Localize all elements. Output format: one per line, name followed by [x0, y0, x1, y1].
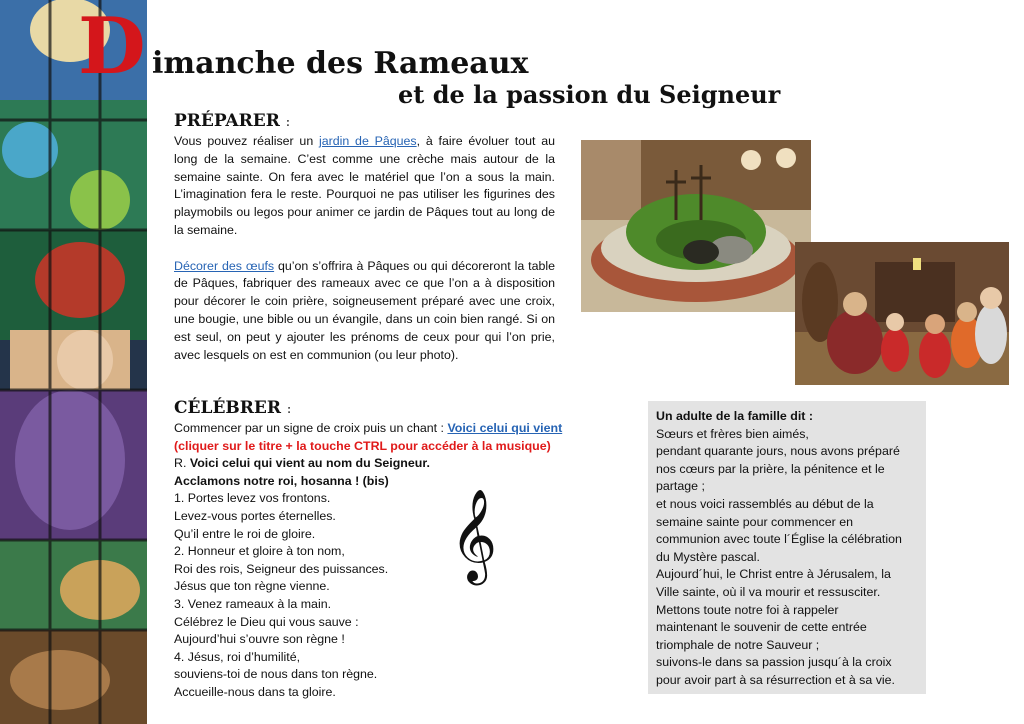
verse-line: 2. Honneur et gloire à ton nom,: [174, 544, 345, 559]
adult-line: semaine sainte pour commencer en: [656, 514, 853, 529]
adult-line: nos cœurs par la prière, la pénitence et le: [656, 461, 885, 476]
celebrate-heading-colon: :: [286, 402, 292, 417]
verse-line: 3. Venez rameaux à la main.: [174, 596, 332, 611]
prepare-paragraph-2: [174, 258, 555, 365]
jardin-de-paques-link[interactable]: jardin de Pâques: [318, 134, 417, 148]
voici-celui-qui-vient-link[interactable]: Voici celui qui vient: [447, 421, 563, 435]
adult-line: pendant quarante jours, nous avons préparé: [656, 444, 900, 459]
adult-line: communion avec toute l´Église la célébration: [656, 532, 902, 547]
adult-prayer-box: [648, 401, 926, 694]
verse-line: Qu’il entre le roi de gloire.: [174, 526, 316, 541]
refrain-line-1: [174, 455, 594, 473]
adult-line: et nous voici rassemblés au début de la: [656, 496, 874, 511]
verse-line: 4. Jésus, roi d’humilité,: [174, 649, 301, 664]
page-subtitle: et de la passion du Seigneur: [398, 80, 781, 109]
treble-clef-icon: 𝄞: [450, 488, 498, 581]
title-initial-letter: D: [78, 1, 146, 92]
children-praying-photo: [795, 242, 1009, 385]
adult-line: maintenant le souvenir de cette entrée: [656, 620, 867, 635]
prepare-p1-rest: , à faire évoluer tout au long de la semaine. C’est comme une crèche mais autour de la semaine sainte. On fera avec le matériel que l’on a sous la main. L’imagination fera le reste. Pourquoi ne pas utiliser les figurines des playmobils ou legos pour animer ce jardin de Pâques tout au long de la semaine.: [174, 134, 555, 237]
prepare-text: [174, 133, 555, 364]
prepare-heading-label: PRÉPARER: [174, 111, 280, 131]
prepare-heading-colon: :: [285, 115, 291, 130]
adult-line: partage ;: [656, 479, 705, 494]
prepare-p2-rest: qu’on s’offrira à Pâques ou qui décoreront la table de Pâques, fabriquer des rameaux avec ce que l’on a à disposition pour décorer le coin prière, soigneusement préparé avec une croix, une bougie, une bible ou un évangile, dans un coin bien rangé. Si on est seul, on peut y ajouter les prénoms de ceux pour qui l’on prie, avec lesquels on est en communion (ou leur photo).: [174, 258, 555, 362]
celebrate-text: [174, 420, 594, 702]
verse-line: Levez-vous portes éternelles.: [174, 508, 336, 523]
easter-garden-photo: [581, 140, 811, 312]
prepare-heading: [174, 110, 290, 134]
celebrate-intro: Commencer par un signe de croix puis un chant :: [174, 421, 448, 435]
refrain-text-1: Voici celui qui vient au nom du Seigneur.: [189, 456, 430, 471]
adult-line: triomphale de notre Sauveur ;: [656, 637, 820, 652]
adult-line: Ville sainte, où il va mourir et ressusciter.: [656, 584, 881, 599]
refrain-label: R.: [174, 456, 190, 471]
verse-line: 1. Portes levez vos frontons.: [174, 491, 331, 506]
decorer-des-oeufs-link[interactable]: Décorer des œufs: [174, 258, 275, 273]
page-title: imanche des Rameaux: [152, 46, 529, 81]
celebrate-heading-label: CÉLÉBRER: [174, 398, 281, 418]
refrain-line-2: Acclamons notre roi, hosanna ! (bis): [174, 473, 389, 488]
prepare-paragraph-1: [174, 133, 555, 240]
verse-line: Jésus que ton règne vienne.: [174, 579, 330, 594]
verse-line: Accueille-nous dans ta gloire.: [174, 684, 336, 699]
adult-line: Aujourd´hui, le Christ entre à Jérusalem, la: [656, 567, 891, 582]
prepare-p1-text: Vous pouvez réaliser un: [174, 134, 319, 148]
adult-line: du Mystère pascal.: [656, 549, 760, 564]
adult-line: Sœurs et frères bien aimés,: [656, 426, 809, 441]
adult-line: Mettons toute notre foi à rappeler: [656, 602, 839, 617]
verse-line: Roi des rois, Seigneur des puissances.: [174, 561, 389, 576]
music-instruction: (cliquer sur le titre + la touche CTRL pour accéder à la musique): [174, 438, 551, 453]
adult-heading: Un adulte de la famille dit :: [656, 409, 813, 423]
verse-line: Aujourd’hui s’ouvre son règne !: [174, 632, 345, 647]
adult-line: suivons-le dans sa passion jusqu´à la croix: [656, 655, 892, 670]
verse-line: Célébrez le Dieu qui vous sauve :: [174, 614, 359, 629]
verse-line: souviens-toi de nous dans ton règne.: [174, 667, 378, 682]
stained-glass-image: [0, 0, 147, 724]
adult-line: pour avoir part à sa résurrection et à sa vie.: [656, 672, 895, 687]
celebrate-intro-line: [174, 420, 594, 438]
celebrate-heading: [174, 397, 291, 421]
